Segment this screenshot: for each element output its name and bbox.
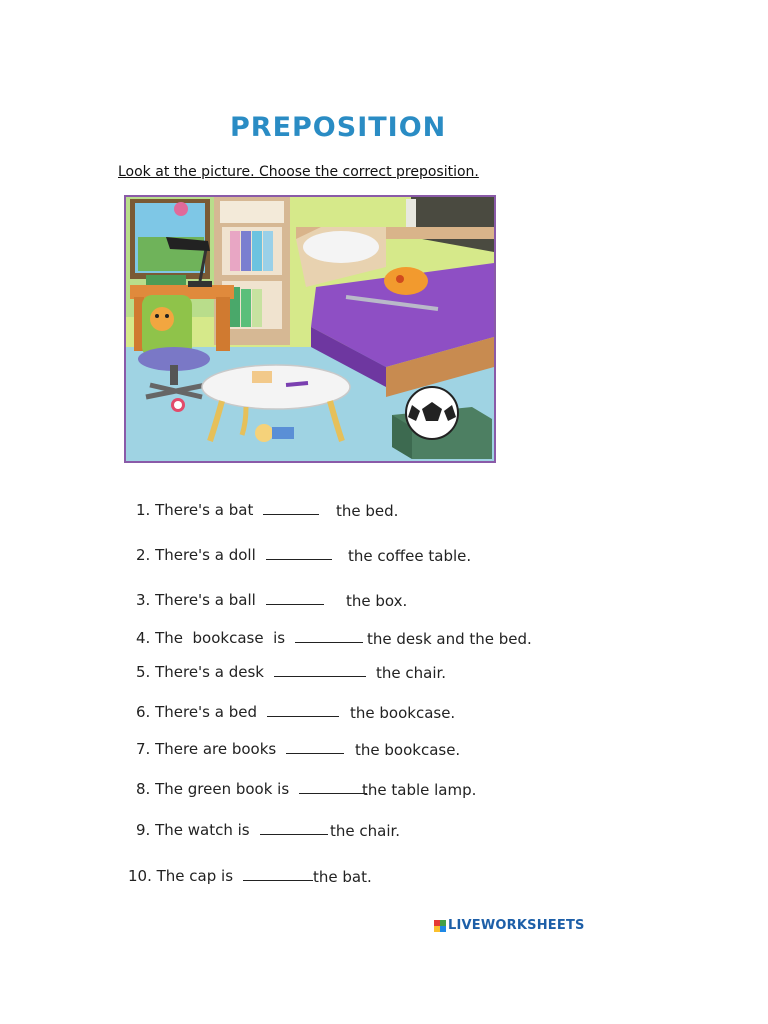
question-number: 1. [136,501,151,519]
question-text-after: the box. [346,592,408,610]
answer-blank[interactable] [286,739,344,754]
question-text-before: There are books [155,740,277,758]
brand-name: LIVEWORKSHEETS [448,918,585,933]
question-number: 10. [128,867,152,885]
question-row [0,500,768,524]
question-prompt [128,866,323,885]
answer-blank[interactable] [263,500,319,515]
question-prompt [136,779,377,798]
question-prompt [136,590,334,609]
answer-blank[interactable] [243,866,313,881]
question-text-before: The bookcase is [155,629,286,647]
question-number: 5. [136,663,151,681]
question-text-after: the coffee table. [348,547,472,565]
question-text-after: the table lamp. [362,781,477,799]
question-row [0,739,768,763]
question-number: 6. [136,703,151,721]
page-title: PREPOSITION [230,112,447,143]
answer-blank[interactable] [266,545,332,560]
question-prompt [136,739,354,758]
question-text-before: The green book is [155,780,290,798]
question-row [0,820,768,844]
answer-blank[interactable] [295,628,363,643]
question-row [0,628,768,652]
question-row [0,590,768,614]
instruction-text: Look at the picture. Choose the correct preposition. [118,164,479,180]
answer-blank[interactable] [266,590,324,605]
question-text-after: the bookcase. [355,741,461,759]
bedroom-illustration [124,195,496,463]
question-prompt [136,545,342,564]
question-prompt [136,628,373,647]
liveworksheets-logo [434,918,585,933]
question-text-after: the chair. [376,664,447,682]
brand-logo-icon [434,920,446,932]
answer-blank[interactable] [260,820,328,835]
question-row [0,702,768,726]
question-row [0,545,768,569]
question-prompt [136,820,338,839]
question-text-after: the bed. [336,502,399,520]
question-text-before: There's a bed [155,703,257,721]
question-number: 9. [136,821,151,839]
question-text-after: the desk and the bed. [367,630,532,648]
answer-blank[interactable] [267,702,339,717]
question-row [0,662,768,686]
question-row [0,779,768,803]
question-prompt [136,702,349,721]
question-prompt [136,662,376,681]
answer-blank[interactable] [274,662,366,677]
question-text-before: There's a ball [155,591,256,609]
question-number: 2. [136,546,151,564]
question-text-before: There's a doll [155,546,256,564]
question-prompt [136,500,329,519]
question-number: 8. [136,780,151,798]
question-text-before: There's a desk [155,663,264,681]
question-text-before: The cap is [156,867,234,885]
question-text-after: the bat. [313,868,372,886]
question-number: 7. [136,740,151,758]
question-text-before: The watch is [155,821,250,839]
question-number: 3. [136,591,151,609]
question-text-after: the bookcase. [350,704,456,722]
question-text-after: the chair. [330,822,401,840]
answer-blank[interactable] [299,779,367,794]
question-number: 4. [136,629,151,647]
question-row [0,866,768,890]
question-text-before: There's a bat [155,501,254,519]
